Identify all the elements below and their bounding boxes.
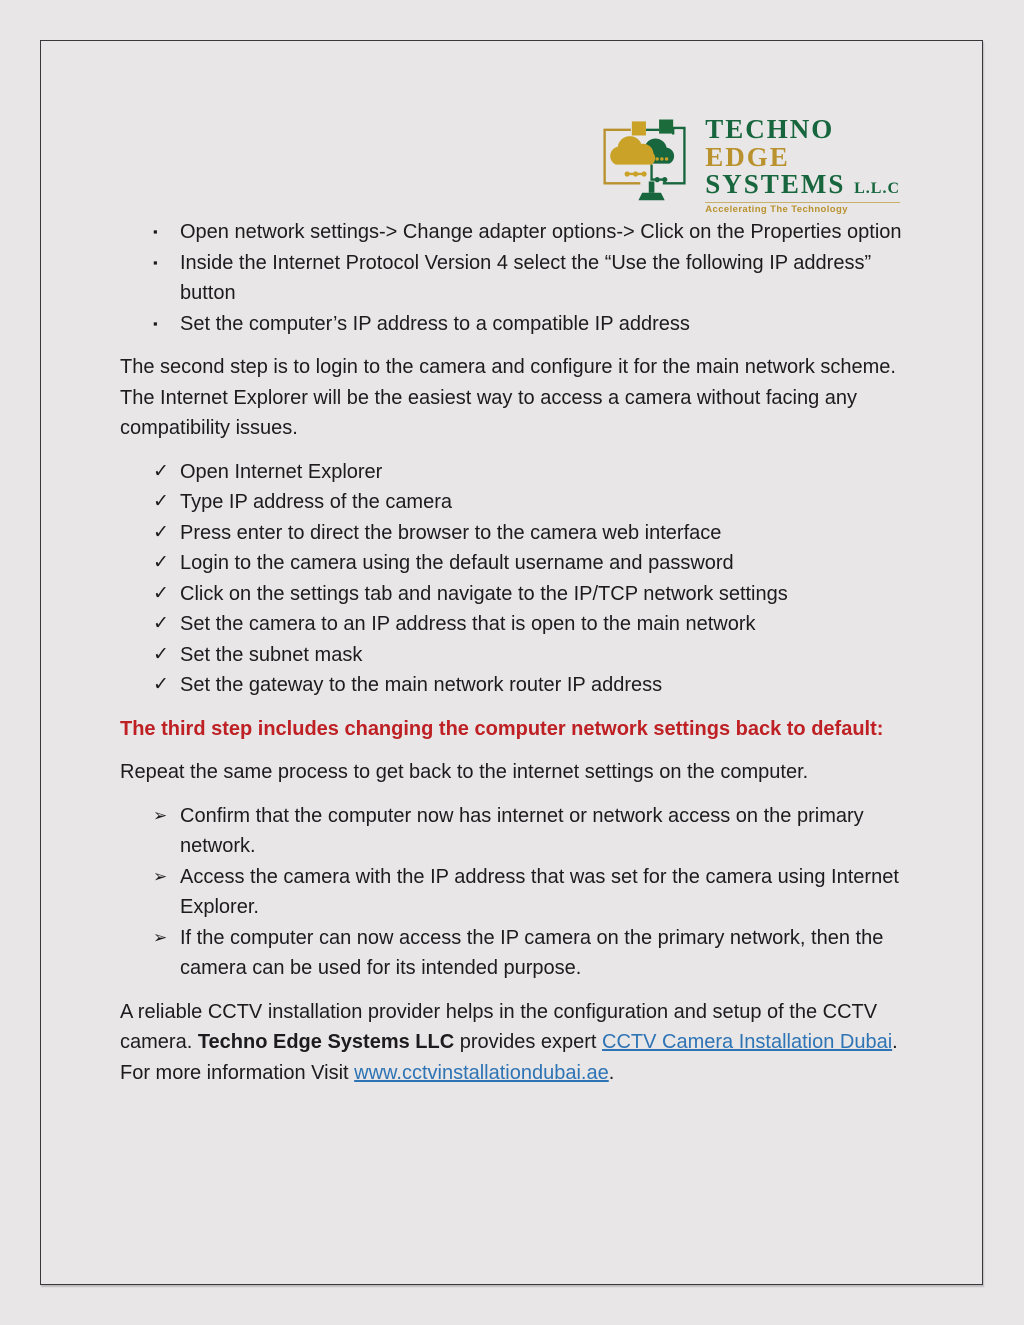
list-item: [120, 217, 920, 248]
closing-text: A reliable CCTV installation provider helps in the configuration and setup of the CCTV camera.: [120, 1000, 878, 1053]
list-item: [120, 640, 920, 671]
logo-word-edge: EDGE: [705, 141, 790, 172]
link-cctv-camera-installation-dubai[interactable]: CCTV Camera Installation Dubai: [602, 1031, 893, 1053]
square-bullet-icon: ▪: [153, 315, 158, 331]
list-item-text: Set the gateway to the main network router IP address: [180, 674, 663, 696]
logo-tagline: Accelerating The Technology: [705, 202, 900, 215]
arrow-bullet-icon: ➢: [153, 866, 168, 886]
checkmark-icon: ✓: [153, 643, 169, 665]
company-logo-text: [705, 112, 900, 214]
link-cctvinstallationdubai-website[interactable]: www.cctvinstallationdubai.ae: [354, 1061, 609, 1084]
checkmark-icon: ✓: [153, 521, 169, 543]
list-item-text: Open network settings-> Change adapter options-> Click on the Properties option: [180, 221, 902, 243]
list-item-text: Press enter to direct the browser to the camera web interface: [180, 521, 722, 544]
list-item: [120, 801, 920, 862]
closing-text: .: [608, 1061, 615, 1084]
closing-paragraph: [120, 997, 920, 1089]
list-item-text: Set the camera to an IP address that is open to the main network: [180, 613, 756, 635]
list-item-text: Access the camera with the IP address that was set for the camera using Internet Explorer.: [180, 865, 899, 918]
list-item-text: Inside the Internet Protocol Version 4 select the “Use the following IP address” button: [180, 251, 872, 304]
company-logo: [120, 112, 900, 215]
logo-word-techno: TECHNO: [705, 114, 835, 144]
verification-steps-list: [120, 801, 920, 984]
checkmark-icon: ✓: [153, 460, 169, 482]
logo-word-systems-text: SYSTEMS: [705, 169, 846, 200]
closing-text: . For more information Visit: [120, 1031, 898, 1084]
arrow-bullet-icon: ➢: [153, 927, 168, 947]
list-item-text: Type IP address of the camera: [180, 491, 453, 513]
list-item: [120, 518, 920, 549]
logo-suffix-llc: L.L.C: [854, 180, 900, 198]
list-item: [120, 923, 920, 984]
list-item-text: Click on the settings tab and navigate to the IP/TCP network settings: [180, 582, 788, 605]
list-item: [120, 487, 920, 518]
list-item-text: Login to the camera using the default username and password: [180, 552, 734, 574]
list-item: [120, 862, 920, 923]
closing-text: provides expert: [454, 1031, 603, 1053]
company-name-bold: Techno Edge Systems LLC: [197, 1031, 455, 1053]
checkmark-icon: ✓: [153, 582, 169, 604]
paragraph-repeat-process: Repeat the same process to get back to the internet settings on the computer.: [120, 761, 809, 783]
camera-login-steps-list: [120, 457, 920, 701]
checkmark-icon: ✓: [153, 613, 169, 634]
list-item: [120, 548, 920, 579]
list-item: [120, 309, 920, 340]
list-item-text: If the computer can now access the IP camera on the primary network, then the camera can be used for its intended purpose.: [180, 926, 884, 979]
third-step-heading: The third step includes changing the computer network settings back to default:: [120, 717, 884, 740]
network-settings-list: [120, 217, 920, 339]
techno-edge-logo-icon: [593, 112, 697, 204]
paragraph-second-step: The second step is to login to the camera and configure it for the main network scheme. The Internet Explorer will be the easiest way to access a camera without facing any compatibility issues.: [120, 356, 896, 439]
list-item: [120, 457, 920, 488]
list-item-text: Open Internet Explorer: [180, 460, 383, 483]
list-item: [120, 670, 920, 701]
list-item-text: Set the computer’s IP address to a compatible IP address: [180, 312, 690, 335]
logo-word-systems: [705, 171, 900, 199]
list-item: [120, 609, 920, 640]
checkmark-icon: ✓: [153, 674, 169, 695]
list-item-text: Confirm that the computer now has internet or network access on the primary network.: [180, 804, 864, 857]
checkmark-icon: ✓: [153, 491, 169, 512]
arrow-bullet-icon: ➢: [153, 805, 168, 825]
square-bullet-icon: ▪: [153, 224, 158, 239]
list-item-text: Set the subnet mask: [180, 643, 363, 666]
list-item: [120, 579, 920, 610]
page-content: [120, 112, 920, 1101]
square-bullet-icon: ▪: [153, 254, 158, 270]
list-item: [120, 248, 920, 309]
checkmark-icon: ✓: [153, 552, 169, 573]
